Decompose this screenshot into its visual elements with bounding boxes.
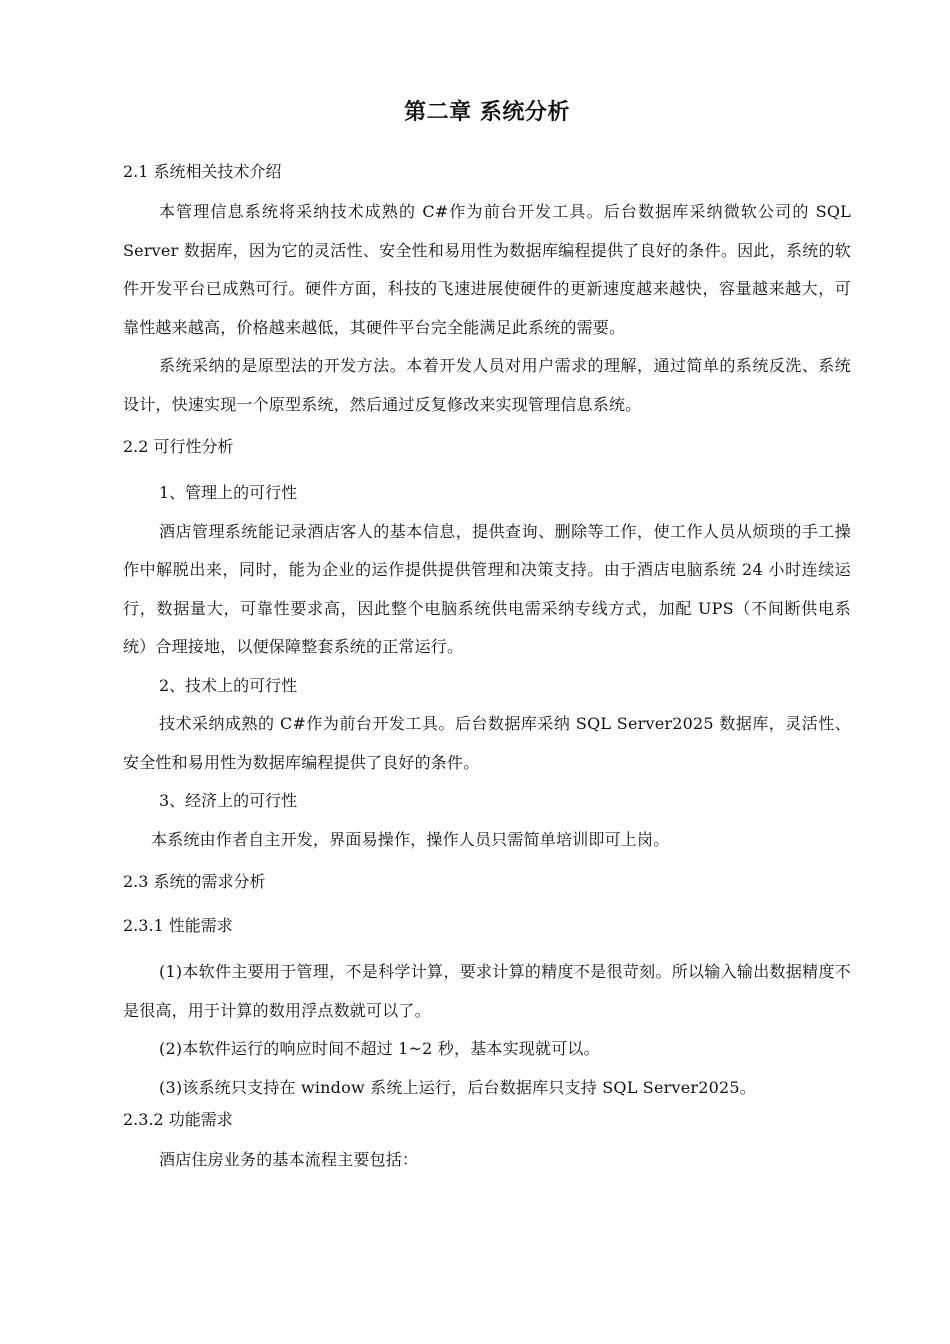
subsection-heading-2-3-2: 2.3.2 功能需求 [123, 1110, 233, 1129]
requirement-item-1: (1)本软件主要用于管理，不是科学计算，要求计算的精度不是很苛刻。所以输入输出数据精度不是很高，用于计算的数用浮点数就可以了。 [123, 962, 851, 1020]
chapter-title: 第二章 系统分析 [404, 100, 570, 125]
subheading-management-feasibility: 1、管理上的可行性 [159, 483, 298, 502]
paragraph-technical-feasibility: 技术采纳成熟的 C#作为前台开发工具。后台数据库采纳 SQL Server2025 数据库，灵活性、安全性和易用性为数据库编程提供了良好的条件。 [123, 714, 851, 772]
paragraph-hotel-flow-intro: 酒店住房业务的基本流程主要包括： [159, 1150, 419, 1169]
subsection-heading-2-3-1: 2.3.1 性能需求 [123, 916, 233, 935]
paragraph-prototype-method: 系统采纳的是原型法的开发方法。本着开发人员对用户需求的理解，通过简单的系统反洗、系统设计，快速实现一个原型系统，然后通过反复修改来实现管理信息系统。 [123, 356, 851, 414]
subheading-technical-feasibility: 2、技术上的可行性 [159, 675, 298, 695]
paragraph-tech-intro: 本管理信息系统将采纳技术成熟的 C#作为前台开发工具。后台数据库采纳微软公司的 SQL Server 数据库，因为它的灵活性、安全性和易用性为数据库编程提供了良好的条件。因此，系统的软件开发平台已成熟可行。硬件方面，科技的飞速进展使硬件的更新速度越来越快，容量越来越大，可靠性越来越高，价格越来越低，其硬件平台完全能满足此系统的需要。 [123, 202, 851, 337]
requirement-item-3: (3)该系统只支持在 window 系统上运行，后台数据库只支持 SQL Server2025。 [159, 1077, 756, 1097]
section-heading-2-1: 2.1 系统相关技术介绍 [123, 162, 282, 181]
paragraph-economic-feasibility: 本系统由作者自主开发，界面易操作，操作人员只需简单培训即可上岗。 [151, 829, 670, 849]
paragraph-management-feasibility: 酒店管理系统能记录酒店客人的基本信息，提供查询、删除等工作，使工作人员从烦琐的手工操作中解脱出来，同时，能为企业的运作提供提供管理和决策支持。由于酒店电脑系统 24 小时连续运行，数据量大，可靠性要求高，因此整个电脑系统供电需采纳专线方式，加配 UPS（不间断供电系统）合理接地，以便保障整套系统的正常运行。 [123, 521, 851, 656]
section-heading-2-3: 2.3 系统的需求分析 [123, 872, 266, 891]
section-heading-2-2: 2.2 可行性分析 [123, 437, 234, 456]
document-body [123, 93, 851, 1180]
subheading-economic-feasibility: 3、经济上的可行性 [159, 791, 298, 810]
requirement-item-2: (2)本软件运行的响应时间不超过 1~2 秒，基本实现就可以。 [159, 1039, 600, 1058]
